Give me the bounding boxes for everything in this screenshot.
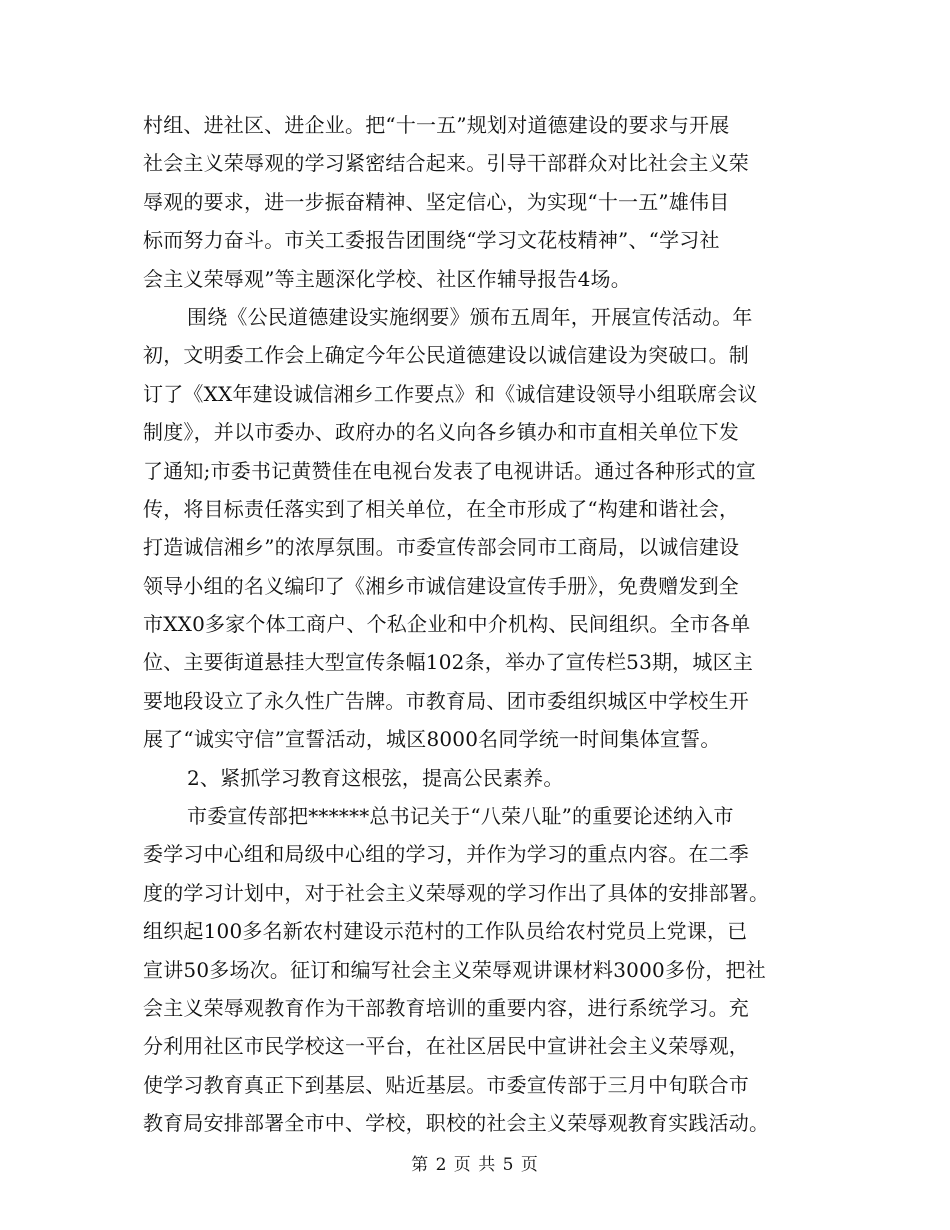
paragraph-first-line: 围绕《公民道德建设实施纲要》颁布五周年，开展宣传活动。年 <box>187 304 753 329</box>
text-line: 委学习中心组和局级中心组的学习，并作为学习的重点内容。在二季 <box>143 842 749 867</box>
text-line: 使学习教育真正下到基层、贴近基层。市委宣传部于三月中旬联合市 <box>143 1072 749 1097</box>
text-line: 宣讲50多场次。征订和编写社会主义荣辱观讲课材料3000多份，把社 <box>143 957 766 982</box>
document-body <box>143 106 815 1143</box>
text-line: 分利用社区市民学校这一平台，在社区居民中宣讲社会主义荣辱观， <box>143 1034 749 1059</box>
text-line: 会主义荣辱观”等主题深化学校、社区作辅导报告4场。 <box>143 266 631 291</box>
text-line: 位、主要街道悬挂大型宣传条幅102条，举办了宣传栏53期，城区主 <box>143 650 754 675</box>
text-line: 要地段设立了永久性广告牌。市教育局、团市委组织城区中学校生开 <box>143 688 749 713</box>
text-line: 领导小组的名义编印了《湘乡市诚信建设宣传手册》，免费赠发到全 <box>143 573 739 598</box>
paragraph-first-line: 市委宣传部把******总书记关于“八荣八耻”的重要论述纳入市 <box>187 804 734 829</box>
text-line: 辱观的要求，进一步振奋精神、坚定信心，为实现“十一五”雄伟目 <box>143 189 730 214</box>
text-line: 标而努力奋斗。市关工委报告团围绕“学习文花枝精神”、“学习社 <box>143 228 720 253</box>
text-line: 度的学习计划中，对于社会主义荣辱观的学习作出了具体的安排部署。 <box>143 880 770 905</box>
text-line: 村组、进社区、进企业。把“十一五”规划对道德建设的要求与开展 <box>143 113 730 137</box>
page-number-footer: 第 2 页 共 5 页 <box>411 1155 539 1175</box>
section-heading: 2、紧抓学习教育这根弦，提高公民素养。 <box>187 765 564 790</box>
text-line: 订了《XX年建设诚信湘乡工作要点》和《诚信建设领导小组联席会议 <box>143 381 758 406</box>
text-line: 初，文明委工作会上确定今年公民道德建设以诚信建设为突破口。制 <box>143 343 749 368</box>
text-line: 市XX0多家个体工商户、个私企业和中介机构、民间组织。全市各单 <box>143 612 751 637</box>
text-line: 会主义荣辱观教育作为干部教育培训的重要内容，进行系统学习。充 <box>143 995 749 1020</box>
text-line: 社会主义荣辱观的学习紧密结合起来。引导干部群众对比社会主义荣 <box>143 151 749 176</box>
text-line: 制度》，并以市委办、政府办的名义向各乡镇办和市直相关单位下发 <box>143 420 739 445</box>
text-line: 打造诚信湘乡”的浓厚氛围。市委宣传部会同市工商局，以诚信建设 <box>143 535 740 560</box>
text-line: 组织起100多名新农村建设示范村的工作队员给农村党员上党课，已 <box>143 919 748 944</box>
text-line: 传，将目标责任落实到了相关单位，在全市形成了“构建和谐社会， <box>143 496 740 521</box>
text-line: 教育局安排部署全市中、学校，职校的社会主义荣辱观教育实践活动。 <box>143 1111 770 1136</box>
text-line: 展了“诚实守信”宣誓活动，城区8000名同学统一时间集体宣誓。 <box>143 727 721 752</box>
text-line: 了通知;市委书记黄赞佳在电视台发表了电视讲话。通过各种形式的宣 <box>143 458 756 483</box>
